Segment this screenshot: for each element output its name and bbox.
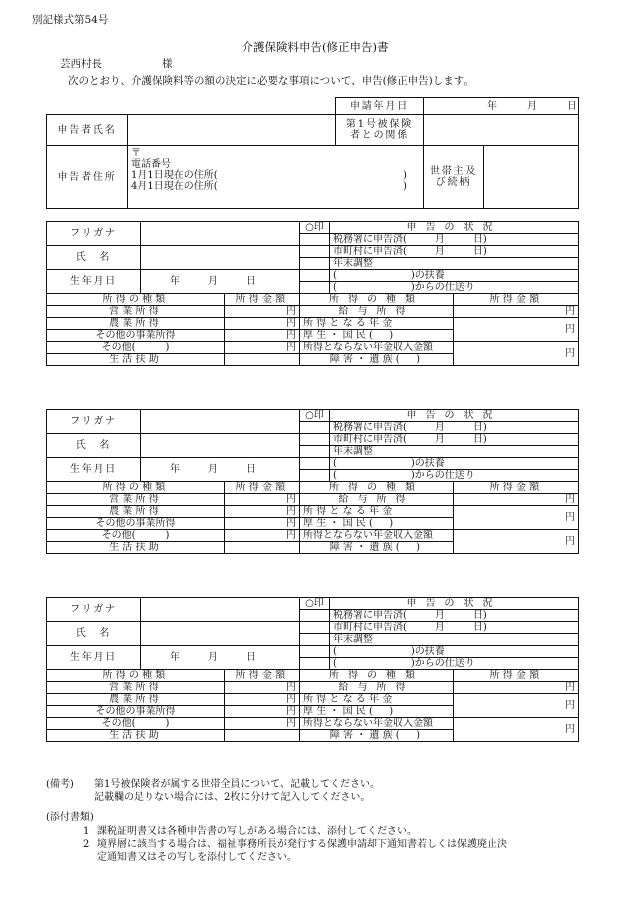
income-livelihood: 生活扶助	[47, 354, 225, 366]
furigana-field[interactable]	[141, 222, 300, 246]
relation-label	[336, 115, 424, 146]
status-dependent-suffix: )の扶養	[410, 458, 445, 469]
income-amount-header-right: 所得金額	[454, 294, 579, 306]
income-taxable-pension: 所得となる年金	[300, 318, 454, 330]
status-mark-remittance[interactable]	[300, 658, 330, 670]
name-field[interactable]	[141, 246, 300, 270]
income-nontaxable-pension-amount[interactable]: 円	[454, 718, 579, 742]
status-remittance	[330, 470, 579, 482]
status-mark-tax-office[interactable]	[300, 610, 330, 622]
form-number: 別記様式第54号	[32, 14, 109, 26]
income-nontaxable-type: 障害・遺族( )	[300, 730, 454, 742]
income-other-business-amount[interactable]: 円	[225, 330, 300, 342]
status-mark-tax-office[interactable]	[300, 422, 330, 434]
status-remittance-suffix: )からの仕送り	[410, 658, 475, 669]
status-tax-office-month: 月	[434, 234, 445, 245]
income-other-amount[interactable]: 円	[225, 530, 300, 542]
dob-month-unit: 月	[208, 276, 218, 287]
addressee-name: 芸西村長	[60, 58, 102, 70]
status-mark-remittance[interactable]	[300, 282, 330, 294]
attachments-label: (添付書類)	[46, 812, 94, 823]
income-taxable-pension-amount[interactable]: 円	[454, 506, 579, 530]
income-type-header-right: 所得の種類	[300, 670, 454, 682]
income-nontaxable-type: 障害・遺族( )	[300, 354, 454, 366]
phone-label: 電話番号	[131, 159, 171, 170]
status-tax-office-label: 税務署に申告済(	[333, 422, 407, 433]
income-amount-header-left: 所得金額	[225, 294, 300, 306]
dob-year-unit: 年	[170, 276, 180, 287]
jan1-address-label: 1月1日現在の住所(	[131, 170, 218, 181]
status-dependent	[330, 270, 579, 282]
income-type-header-left: 所得の種類	[47, 482, 225, 494]
attachment-2-number: 2	[83, 839, 90, 850]
income-salary-amount[interactable]: 円	[454, 306, 579, 318]
dob-field[interactable]	[141, 270, 300, 294]
income-salary-amount[interactable]: 円	[454, 494, 579, 506]
remarks-line-2: 記載欄の足りない場合には、2枚に分けて記入してください。	[94, 792, 371, 803]
income-type-header-left: 所得の種類	[47, 670, 225, 682]
status-municipality-label: 市町村に申告済(	[333, 434, 407, 445]
applicant-name-field[interactable]	[128, 115, 336, 146]
income-farming: 農業所得	[47, 694, 225, 706]
status-municipality-label: 市町村に申告済(	[333, 622, 407, 633]
income-farming: 農業所得	[47, 318, 225, 330]
dob-label: 生年月日	[47, 270, 141, 294]
status-remittance-open: (	[333, 658, 337, 669]
status-mark-dependent[interactable]	[300, 270, 330, 282]
dob-year-unit: 年	[170, 464, 180, 475]
income-business: 営業所得	[47, 306, 225, 318]
furigana-field[interactable]	[141, 598, 300, 622]
name-field[interactable]	[141, 434, 300, 458]
dob-label: 生年月日	[47, 646, 141, 670]
status-tax-office-label: 税務署に申告済(	[333, 610, 407, 621]
address-field[interactable]	[128, 146, 424, 209]
status-dependent-suffix: )の扶養	[410, 270, 445, 281]
applicant-name-label: 申告者氏名	[47, 115, 128, 146]
income-business: 営業所得	[47, 682, 225, 694]
income-taxable-pension-amount[interactable]: 円	[454, 318, 579, 342]
status-mark-year-end[interactable]	[300, 446, 330, 458]
name-label: 氏 名	[47, 434, 141, 458]
income-other-business-amount[interactable]: 円	[225, 518, 300, 530]
income-other-amount[interactable]: 円	[225, 342, 300, 354]
status-tax-office-day: 日)	[472, 422, 487, 433]
status-mark-municipality[interactable]	[300, 246, 330, 258]
date-unit-day: 日	[567, 100, 577, 112]
status-year-end: 年末調整	[330, 634, 579, 646]
furigana-label: フリガナ	[47, 598, 141, 622]
income-other-business: その他の事業所得	[47, 518, 225, 530]
income-livelihood: 生活扶助	[47, 542, 225, 554]
household-member-3-table	[46, 597, 579, 742]
income-other: その他( )	[47, 342, 225, 354]
income-other-business: その他の事業所得	[47, 330, 225, 342]
furigana-label: フリガナ	[47, 222, 141, 246]
status-mark-municipality[interactable]	[300, 434, 330, 446]
income-other-amount[interactable]: 円	[225, 718, 300, 730]
status-municipality	[330, 622, 579, 634]
status-remittance-open: (	[333, 282, 337, 293]
intro-text: 次のとおり、介護保険料等の額の決定に必要な事項について、申告(修正申告)します。	[68, 75, 474, 87]
apr1-close-paren: )	[403, 181, 407, 192]
relation-field[interactable]	[424, 115, 579, 146]
dob-field[interactable]	[141, 458, 300, 482]
income-salary: 給与所得	[300, 682, 454, 694]
status-mark-remittance[interactable]	[300, 470, 330, 482]
form-title: 介護保険料申告(修正申告)書	[241, 40, 389, 54]
postal-mark: 〒	[131, 148, 141, 159]
status-year-end: 年末調整	[330, 258, 579, 270]
income-nontaxable-pension: 所得とならない年金収入金額	[300, 718, 454, 730]
income-other: その他( )	[47, 530, 225, 542]
status-municipality-month: 月	[434, 434, 445, 445]
attachment-1-text: 課税証明書又は各種申告書の写しがある場合には、添付してください。	[97, 826, 417, 837]
status-dependent	[330, 458, 579, 470]
date-field[interactable]	[424, 98, 579, 115]
income-farming-amount[interactable]: 円	[225, 318, 300, 330]
income-nontaxable-pension-amount[interactable]: 円	[454, 530, 579, 554]
status-remittance-suffix: )からの仕送り	[410, 470, 475, 481]
status-remittance	[330, 658, 579, 670]
income-business: 営業所得	[47, 494, 225, 506]
household-member-2-table	[46, 409, 579, 554]
remarks-line-1: 第1号被保険者が属する世帯全員について、記載してください。	[94, 779, 380, 790]
status-header: 申告の状況	[330, 410, 579, 422]
status-municipality	[330, 246, 579, 258]
status-municipality	[330, 434, 579, 446]
income-amount-header-right: 所得金額	[454, 670, 579, 682]
income-amount-header-right: 所得金額	[454, 482, 579, 494]
mark-header: ○印	[300, 410, 330, 422]
income-pension-type: 厚生・国民( )	[300, 706, 454, 718]
dob-day-unit: 日	[246, 276, 256, 287]
income-salary: 給与所得	[300, 494, 454, 506]
date-unit-month: 月	[527, 100, 537, 112]
dob-day-unit: 日	[246, 464, 256, 475]
jan1-close-paren: )	[403, 170, 407, 181]
status-mark-municipality[interactable]	[300, 622, 330, 634]
income-salary-amount[interactable]: 円	[454, 682, 579, 694]
status-remittance-open: (	[333, 470, 337, 481]
householder-label	[424, 146, 484, 209]
status-remittance-suffix: )からの仕送り	[410, 282, 475, 293]
dob-label: 生年月日	[47, 458, 141, 482]
income-business-amount[interactable]: 円	[225, 306, 300, 318]
income-farming-amount[interactable]: 円	[225, 694, 300, 706]
income-taxable-pension-amount[interactable]: 円	[454, 694, 579, 718]
income-type-header-right: 所得の種類	[300, 482, 454, 494]
status-municipality-month: 月	[434, 622, 445, 633]
date-unit-year: 年	[487, 100, 497, 112]
income-type-header-right: 所得の種類	[300, 294, 454, 306]
status-tax-office-month: 月	[434, 610, 445, 621]
status-dependent	[330, 646, 579, 658]
status-mark-dependent[interactable]	[300, 646, 330, 658]
status-mark-year-end[interactable]	[300, 258, 330, 270]
income-amount-header-left: 所得金額	[225, 670, 300, 682]
remarks-label: (備考)	[46, 779, 74, 790]
dob-year-unit: 年	[170, 652, 180, 663]
relation-label-line-2: 者との関係	[350, 130, 409, 141]
dob-month-unit: 月	[208, 464, 218, 475]
status-year-end: 年末調整	[330, 446, 579, 458]
status-municipality-day: 日)	[472, 622, 487, 633]
name-label: 氏 名	[47, 622, 141, 646]
status-tax-office-day: 日)	[472, 234, 487, 245]
householder-label-line-1: 世帯主及	[429, 166, 478, 177]
date-label: 申請年月日	[336, 98, 424, 115]
income-livelihood-amount[interactable]	[225, 542, 300, 554]
status-tax-office-day: 日)	[472, 610, 487, 621]
furigana-field[interactable]	[141, 410, 300, 434]
status-dependent-suffix: )の扶養	[410, 646, 445, 657]
status-municipality-month: 月	[434, 246, 445, 257]
income-farming: 農業所得	[47, 506, 225, 518]
status-dependent-open: (	[333, 646, 337, 657]
status-header: 申告の状況	[330, 222, 579, 234]
dob-day-unit: 日	[246, 652, 256, 663]
apr1-address-label: 4月1日現在の住所(	[131, 181, 218, 192]
household-member-1-table	[46, 221, 579, 366]
status-remittance	[330, 282, 579, 294]
name-field[interactable]	[141, 622, 300, 646]
income-pension-type: 厚生・国民( )	[300, 518, 454, 530]
status-tax-office	[330, 422, 579, 434]
status-header: 申告の状況	[330, 598, 579, 610]
income-nontaxable-pension-amount[interactable]: 円	[454, 342, 579, 366]
income-livelihood-amount[interactable]	[225, 354, 300, 366]
status-mark-dependent[interactable]	[300, 458, 330, 470]
status-mark-tax-office[interactable]	[300, 234, 330, 246]
income-nontaxable-pension: 所得とならない年金収入金額	[300, 342, 454, 354]
applicant-table	[46, 97, 579, 209]
householder-label-line-2: び続柄	[435, 177, 472, 188]
householder-field[interactable]	[484, 146, 579, 209]
furigana-label: フリガナ	[47, 410, 141, 434]
status-tax-office-month: 月	[434, 422, 445, 433]
income-livelihood-amount[interactable]	[225, 730, 300, 742]
status-mark-year-end[interactable]	[300, 634, 330, 646]
income-other-business: その他の事業所得	[47, 706, 225, 718]
status-dependent-open: (	[333, 458, 337, 469]
income-business-amount[interactable]: 円	[225, 494, 300, 506]
status-municipality-day: 日)	[472, 434, 487, 445]
income-salary: 給与所得	[300, 306, 454, 318]
status-tax-office-label: 税務署に申告済(	[333, 234, 407, 245]
addressee-suffix: 様	[162, 58, 173, 70]
name-label: 氏 名	[47, 246, 141, 270]
dob-month-unit: 月	[208, 652, 218, 663]
income-other: その他( )	[47, 718, 225, 730]
mark-header: ○印	[300, 598, 330, 610]
attachment-1-number: 1	[83, 826, 90, 837]
income-livelihood: 生活扶助	[47, 730, 225, 742]
income-pension-type: 厚生・国民( )	[300, 330, 454, 342]
income-amount-header-left: 所得金額	[225, 482, 300, 494]
attachment-2-text-line-2: 定通知書又はその写しを添付してください。	[97, 852, 297, 863]
income-business-amount[interactable]: 円	[225, 682, 300, 694]
income-taxable-pension: 所得となる年金	[300, 506, 454, 518]
status-municipality-label: 市町村に申告済(	[333, 246, 407, 257]
income-other-business-amount[interactable]: 円	[225, 706, 300, 718]
addressee	[60, 56, 173, 71]
status-tax-office	[330, 610, 579, 622]
income-nontaxable-pension: 所得とならない年金収入金額	[300, 530, 454, 542]
attachment-2-text-line-1: 境界層に該当する場合は、福祉事務所長が発行する保護申請却下通知書若しくは保護廃止決	[97, 839, 507, 850]
income-farming-amount[interactable]: 円	[225, 506, 300, 518]
status-dependent-open: (	[333, 270, 337, 281]
income-nontaxable-type: 障害・遺族( )	[300, 542, 454, 554]
income-taxable-pension: 所得となる年金	[300, 694, 454, 706]
income-type-header-left: 所得の種類	[47, 294, 225, 306]
mark-header: ○印	[300, 222, 330, 234]
status-tax-office	[330, 234, 579, 246]
status-municipality-day: 日)	[472, 246, 487, 257]
address-label: 申告者住所	[47, 146, 128, 209]
dob-field[interactable]	[141, 646, 300, 670]
relation-label-line-1: 第1号被保険	[345, 119, 414, 130]
